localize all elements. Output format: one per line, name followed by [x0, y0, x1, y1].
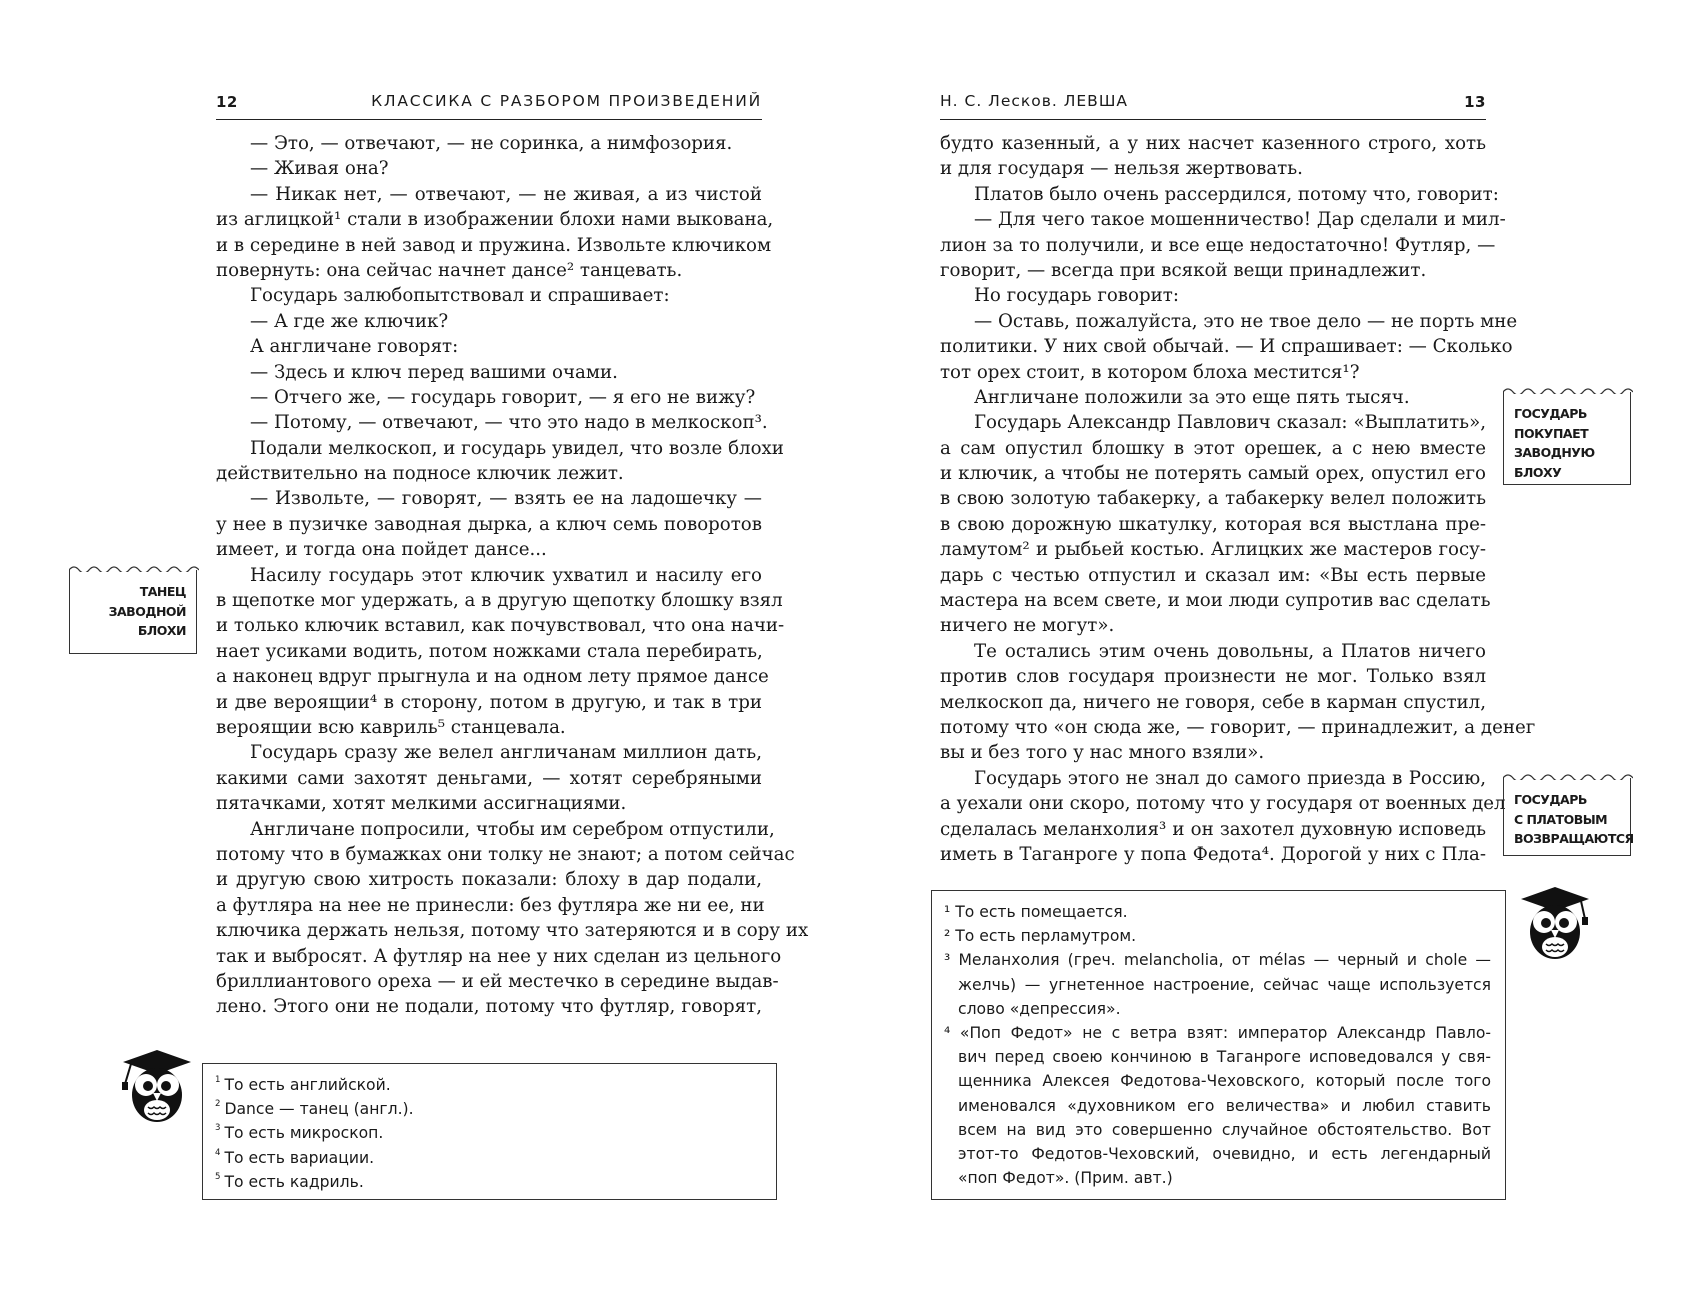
text-line: — Живая она? [250, 158, 389, 180]
text-line: Подали мелкоскоп, и государь увидел, что возле блохи [250, 437, 784, 459]
text-line: — Никак нет, — отвечают, — не живая, а из чистой [250, 183, 762, 205]
text-line: действительно на подносе ключик лежит. [216, 463, 624, 485]
footnote-mark: 3 [215, 1123, 221, 1134]
text-line: — Здесь и ключ перед вашими очами. [250, 361, 618, 383]
text-line: — Отчего же, — государь говорит, — я его не вижу? [250, 386, 756, 408]
footnote [215, 1170, 762, 1194]
footnote-line: именовался «духовником его величества» и любил ставить [958, 1096, 1491, 1115]
text-line: вы и без того у нас много взяли». [940, 742, 1265, 764]
text-line: и другую свою хитрость показали: блоху в дар подали, [216, 869, 762, 891]
text-line: Но государь говорит: [974, 285, 1179, 307]
text-line: сделалась меланхолия³ и он захотел духовную исповедь [940, 818, 1486, 840]
text-line: — Извольте, — говорят, — взять ее на ладошечку — [250, 488, 762, 510]
left-body-text [216, 131, 809, 1020]
footnote-line: щенника Алексея Федотова-Чеховского, который после того [958, 1072, 1491, 1091]
right-running-header [940, 88, 1486, 120]
footnote-mark: 2 [215, 1099, 221, 1110]
text-line: ламутом² и рыбьей костью. Аглицких же мастеров госу- [940, 539, 1486, 561]
text-line: а сам опустил блошку в этот орешек, а с нею вместе [940, 437, 1486, 459]
text-line: и для государя — нельзя жертвовать. [940, 158, 1303, 180]
text-line: у нее в пузичке заводная дырка, а ключ семь поворотов [216, 513, 762, 535]
text-line: — Это, — отвечают, — не соринка, а нимфозория. [250, 133, 733, 154]
footnote-line: вич перед своею кончиною в Таганроге исповедовался у свя- [958, 1048, 1491, 1067]
footnote-line: ¹ То есть помещается. [944, 903, 1128, 921]
text-line: повернуть: она сейчас начнет дансе² танцевать. [216, 259, 683, 281]
left-running-title: КЛАССИКА С РАЗБОРОМ ПРОИЗВЕДЕНИЙ [371, 92, 762, 110]
text-line: из аглицкой¹ стали в изображении блохи нами выкована, [216, 209, 774, 231]
footnote-line: слово «депрессия». [958, 999, 1121, 1018]
footnote [215, 1121, 762, 1145]
text-line: А англичане говорят: [250, 336, 459, 358]
right-body-text [940, 131, 1536, 867]
wavy-edge-icon [1503, 386, 1633, 394]
footnote-mark: 4 [215, 1147, 221, 1158]
left-footnotes-box [202, 1063, 777, 1200]
note-line: ЗАВОДНУЮ [1514, 445, 1595, 460]
text-line: мастера на всем свете, и мои люди супротив вас сделать [940, 590, 1491, 612]
text-line: Англичане попросили, чтобы им серебром отпустили, [250, 818, 775, 840]
text-line: ключика держать нельзя, потому что затеряются и в сору их [216, 920, 809, 942]
text-line: Платов было очень рассердился, потому что, говорит: [974, 183, 1499, 205]
note-line: ТАНЕЦ [139, 584, 186, 599]
text-line: а наконец вдруг прыгнула и на одном лету прямое дансе [216, 666, 769, 688]
footnote-text: Dance — танец (англ.). [224, 1100, 414, 1119]
note-line: ЗАВОДНОЙ [108, 603, 186, 619]
right-footnotes-box [931, 890, 1506, 1200]
text-line: и в середине в ней завод и пружина. Извольте ключиком [216, 234, 772, 256]
text-line: Государь этого не знал до самого приезда в Россию, [974, 767, 1486, 789]
left-page-number: 12 [216, 93, 238, 111]
text-line: — Для чего такое мошенничество! Дар сделали и мил- [974, 209, 1506, 231]
note-line: ГОСУДАРЬ [1514, 406, 1587, 421]
wavy-edge-icon [1503, 772, 1633, 780]
margin-note-tsar-returns [1503, 778, 1634, 856]
text-line: лион за то получили, и все еще недостаточно! Футляр, — [940, 234, 1496, 256]
text-line: лено. Этого они не подали, потому что футляр, говорят, [216, 996, 762, 1018]
owl-icon [117, 1048, 193, 1124]
footnote-line: этот-то Федотов-Чеховский, очевидно, и есть легендарный [958, 1144, 1491, 1163]
text-line: Государь Александр Павлович сказал: «Выплатить», [974, 412, 1486, 434]
note-line: ГОСУДАРЬ [1514, 792, 1587, 807]
footnote-line: ² То есть перламутром. [944, 927, 1137, 946]
footnote-line: «поп Федот». (Прим. авт.) [958, 1169, 1173, 1188]
note-line: ВОЗВРАЩАЮТСЯ [1514, 831, 1634, 846]
text-line: какими сами захотят деньгами, — хотят серебряными [216, 767, 762, 789]
text-line: потому что «он сюда же, — говорит, — принадлежит, а денег [940, 716, 1536, 738]
text-line: в щепотке мог удержать, а в другую щепотку блошку взял [216, 590, 783, 612]
footnote-text: То есть микроскоп. [224, 1124, 384, 1143]
footnote [215, 1097, 762, 1121]
note-line: БЛОХУ [1514, 464, 1562, 480]
text-line: в свою золотую табакерку, а табакерку велел положить [940, 488, 1486, 510]
footnote [215, 1073, 762, 1097]
margin-note-tsar-buys-flea [1503, 392, 1631, 485]
text-line: и две вероящии⁴ в сторону, потом в другую, и так в три [216, 691, 762, 713]
text-line: пятачками, хотят мелкими ассигнациями. [216, 793, 627, 815]
right-page-number: 13 [1464, 93, 1486, 111]
footnote-text: То есть английской. [224, 1076, 391, 1094]
footnote-mark: 5 [215, 1171, 221, 1182]
text-line: Те остались этим очень довольны, а Платов ничего [974, 640, 1486, 662]
text-line: в свою дорожную шкатулку, которая вся выстлана пре- [940, 513, 1486, 535]
note-line: ПОКУПАЕТ [1514, 425, 1589, 441]
footnote-line: желчь) — угнетенное настроение, сейчас чаще используется [958, 975, 1491, 994]
footnote-text: То есть кадриль. [224, 1172, 364, 1191]
text-line: нает усиками водить, потом ножками стала перебирать, [216, 640, 763, 662]
text-line: против слов государя произнести не мог. Только взял [940, 666, 1486, 688]
text-line: ничего не могут». [940, 615, 1115, 637]
text-line: Государь залюбопытствовал и спрашивает: [250, 285, 670, 307]
footnote-line: ³ Меланхолия (греч. melancholia, от mélas — черный и chole — [944, 951, 1491, 970]
right-running-title: Н. С. Лесков. ЛЕВША [940, 92, 1128, 110]
text-line: Насилу государь этот ключик ухватил и насилу его [250, 564, 762, 586]
text-line: говорит, — всегда при всякой вещи принадлежит. [940, 259, 1427, 281]
text-line: будто казенный, а у них насчет казенного строго, хоть [940, 133, 1486, 154]
left-running-header [216, 88, 762, 120]
margin-note-flea-dance [69, 570, 197, 654]
footnote-mark: 1 [215, 1075, 221, 1086]
text-line: тот орех стоит, в котором блоха местится¹? [940, 361, 1360, 383]
text-line: имеет, и тогда она пойдет дансе... [216, 539, 547, 561]
footnote [215, 1146, 762, 1170]
text-line: мелкоскоп да, ничего не говоря, себе в карман спустил, [940, 691, 1486, 713]
text-line: бриллиантового ореха — и ей местечко в середине выдав- [216, 970, 779, 992]
text-line: и ключик, а чтобы не потерять самый орех, опустил его [940, 463, 1486, 485]
text-line: иметь в Таганроге у попа Федота⁴. Дорогой у них с Пла- [940, 843, 1486, 865]
text-line: Государь сразу же велел англичанам миллион дать, [250, 742, 762, 764]
note-line: С ПЛАТОВЫМ [1514, 811, 1608, 827]
text-line: потому что в бумажках они толку не знают; а потом сейчас [216, 843, 795, 865]
note-line: БЛОХИ [137, 623, 186, 638]
text-line: дарь с честью отпустил и сказал им: «Вы есть первые [940, 564, 1486, 586]
footnote-text: То есть вариации. [224, 1148, 375, 1167]
text-line: Англичане положили за это еще пять тысяч. [974, 386, 1410, 408]
text-line: так и выбросят. А футляр на нее у них сделан из цельного [216, 945, 782, 967]
text-line: политики. У них свой обычай. — И спрашивает: — Сколько [940, 336, 1513, 358]
text-line: — Оставь, пожалуйста, это не твое дело — не порть мне [974, 310, 1518, 332]
text-line: а футляра на нее не принесли: без футляра же ни ее, ни [216, 894, 765, 916]
footnote-line: всем на вид это совершенно случайное обстоятельство. Вот [958, 1120, 1491, 1139]
text-line: — Потому, — отвечают, — что это надо в мелкоскоп³. [250, 412, 768, 434]
text-line: и только ключик вставил, как почувствовал, что она начи- [216, 615, 785, 637]
footnote-line: ⁴ «Поп Федот» не с ветра взят: император Александр Павло- [944, 1023, 1491, 1042]
wavy-edge-icon [69, 564, 199, 572]
text-line: — А где же ключик? [250, 310, 449, 332]
owl-icon [1515, 885, 1591, 961]
text-line: вероящии всю кавриль⁵ станцевала. [216, 716, 566, 738]
text-line: а уехали они скоро, потому что у государя от военных дел [940, 793, 1506, 815]
